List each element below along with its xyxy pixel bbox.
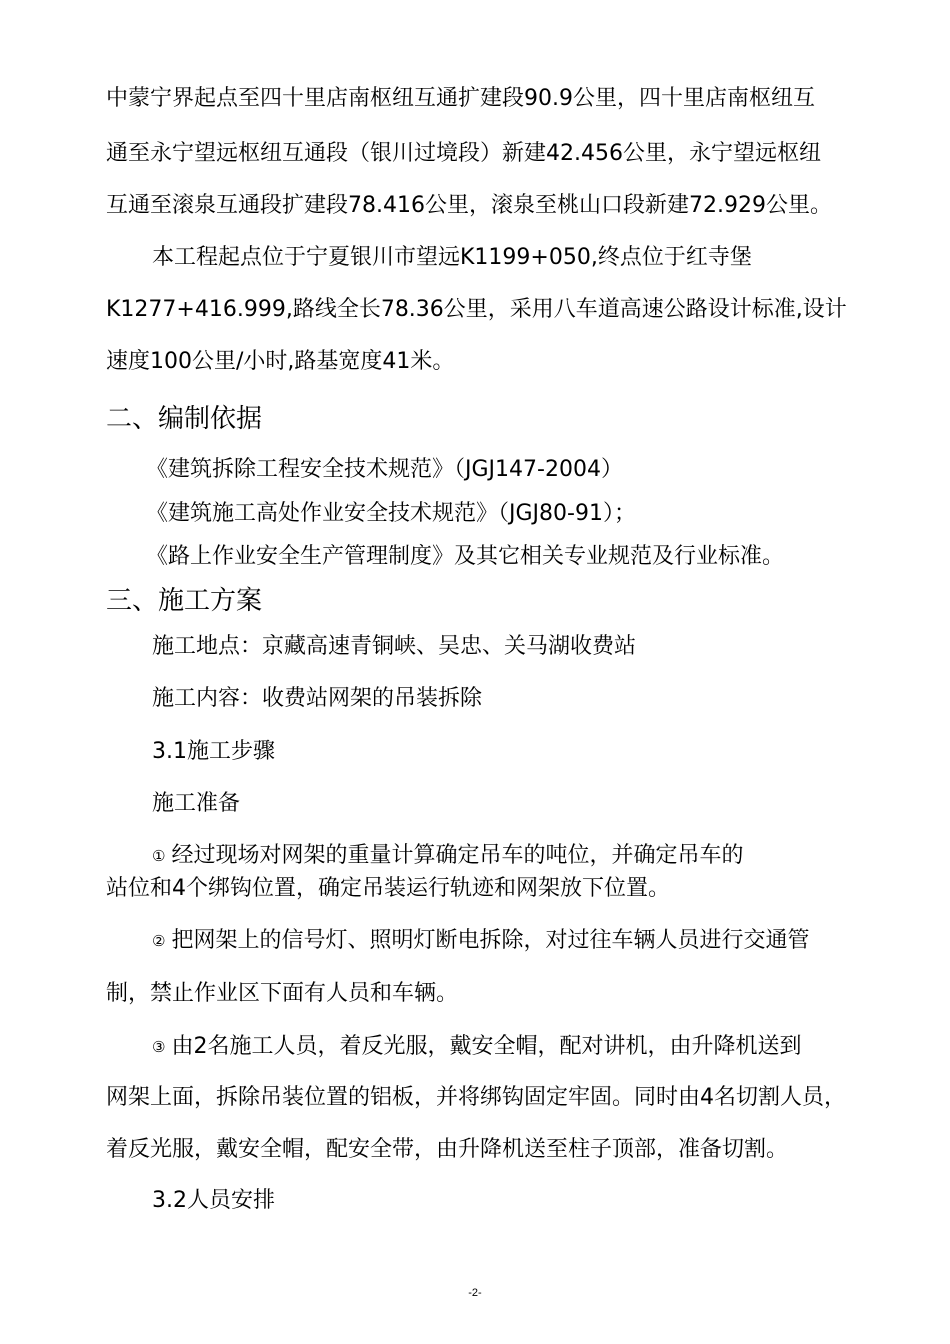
page-number: -2- bbox=[468, 1287, 482, 1299]
construction-content: 施工内容：收费站网架的吊装拆除 bbox=[152, 686, 483, 711]
project-line-3: 速度100公里/小时,路基宽度41米。 bbox=[106, 349, 455, 374]
step-2-line-1 bbox=[152, 927, 809, 956]
step-2-marker: ② bbox=[152, 932, 166, 950]
step-3-line-2: 网架上面，拆除吊装位置的铝板，并将绑钩固定牢固。同时由4名切割人员， bbox=[106, 1085, 846, 1110]
step-3-line-3: 着反光服，戴安全帽，配安全带，由升降机送至柱子顶部，准备切割。 bbox=[106, 1137, 789, 1162]
step-1-marker: ① bbox=[152, 847, 166, 865]
project-line-1: 本工程起点位于宁夏银川市望远K1199+050,终点位于红寺堡 bbox=[152, 245, 752, 270]
step-3-text-1: 由2名施工人员，着反光服，戴安全帽，配对讲机，由升降机送到 bbox=[171, 1034, 802, 1059]
step-2-line-2: 制，禁止作业区下面有人员和车辆。 bbox=[106, 981, 459, 1006]
basis-item-1: 《建筑拆除工程安全技术规范》（JGJ147-2004） bbox=[146, 457, 623, 482]
preparation-label: 施工准备 bbox=[152, 791, 241, 816]
step-1-line-2: 站位和4个绑钩位置，确定吊装运行轨迹和网架放下位置。 bbox=[106, 876, 670, 901]
section-heading-plan: 三、施工方案 bbox=[106, 586, 263, 616]
intro-line-2: 通至永宁望远枢纽互通段（银川过境段）新建42.456公里，永宁望远枢纽 bbox=[106, 141, 821, 166]
step-3-marker: ③ bbox=[152, 1038, 166, 1056]
step-3-line-1 bbox=[152, 1033, 801, 1062]
basis-item-2: 《建筑施工高处作业安全技术规范》（JGJ80-91）； bbox=[146, 501, 636, 526]
step-2-text-1: 把网架上的信号灯、照明灯断电拆除，对过往车辆人员进行交通管 bbox=[171, 928, 810, 953]
intro-line-1: 中蒙宁界起点至四十里店南枢纽互通扩建段90.9公里，四十里店南枢纽互 bbox=[106, 86, 815, 111]
step-1-text-1: 经过现场对网架的重量计算确定吊车的吨位，并确定吊车的 bbox=[171, 843, 744, 868]
intro-line-3: 互通至滚泉互通段扩建段78.416公里，滚泉至桃山口段新建72.929公里。 bbox=[106, 193, 832, 218]
section-heading-basis: 二、编制依据 bbox=[106, 404, 263, 434]
subsection-personnel: 3.2人员安排 bbox=[152, 1188, 275, 1213]
step-1-line-1 bbox=[152, 842, 743, 871]
construction-location: 施工地点：京藏高速青铜峡、吴忠、关马湖收费站 bbox=[152, 634, 637, 659]
subsection-steps: 3.1施工步骤 bbox=[152, 739, 275, 764]
project-line-2: K1277+416.999,路线全长78.36公里，采用八车道高速公路设计标准,设计 bbox=[106, 297, 847, 322]
basis-item-3: 《路上作业安全生产管理制度》及其它相关专业规范及行业标准。 bbox=[146, 544, 785, 569]
